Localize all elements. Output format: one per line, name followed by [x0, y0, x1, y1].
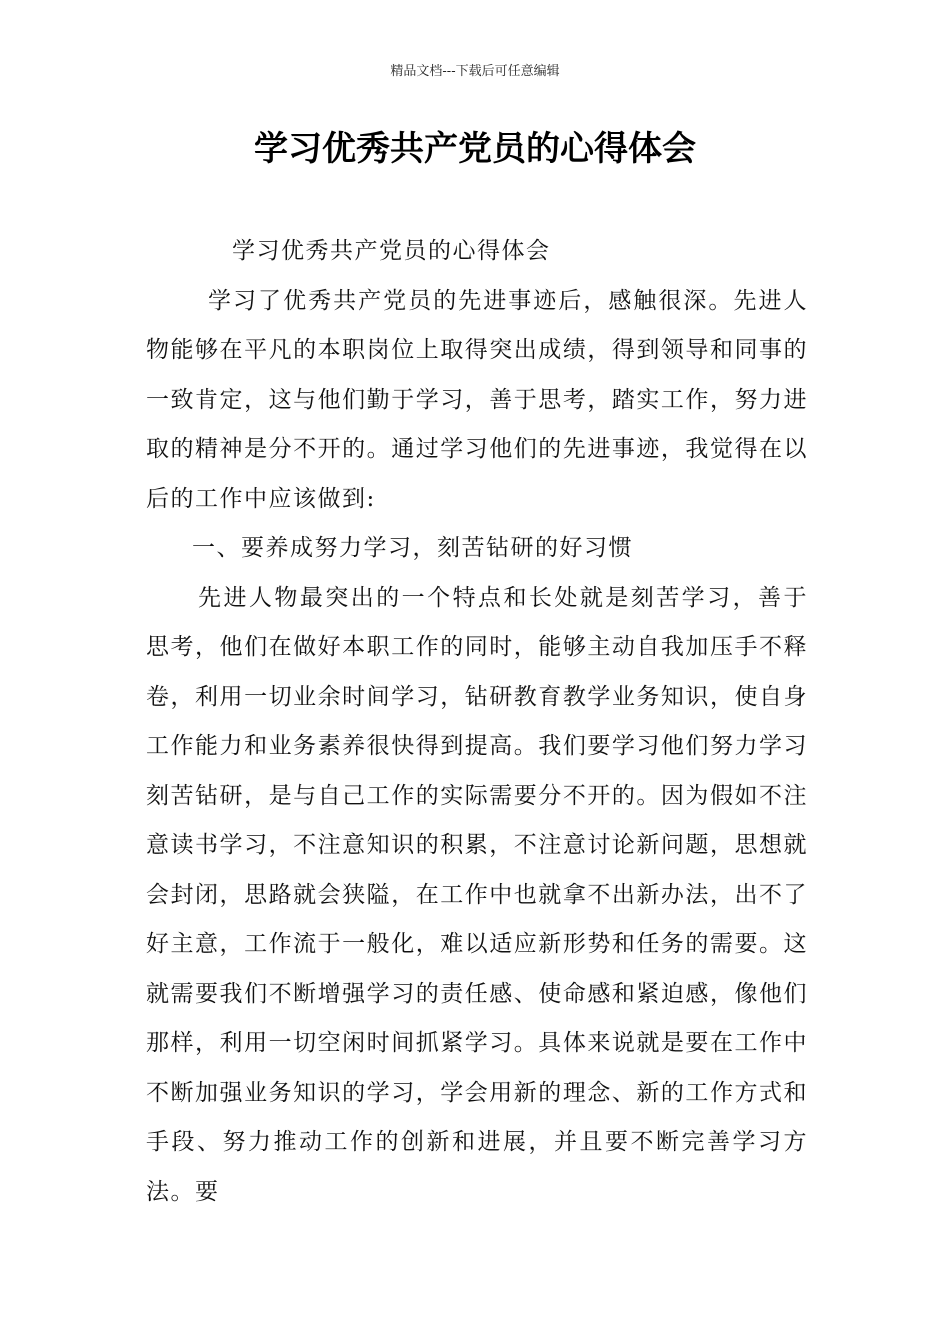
section-heading-1: 一、要养成努力学习，刻苦钻研的好习惯 — [192, 535, 633, 561]
page-header-note: 精品文档---下载后可任意编辑 — [390, 64, 560, 79]
document-body — [146, 227, 808, 1217]
document-subtitle: 学习优秀共产党员的心得体会 — [232, 238, 551, 264]
intro-paragraph: 学习了优秀共产党员的先进事迹后，感触很深。先进人物能够在平凡的本职岗位上取得突出成绩，得到领导和同事的一致肯定，这与他们勤于学习，善于思考，踏实工作，努力进取的精神是分不开的。通过学习他们的先进事迹，我觉得在以后的工作中应该做到: — [146, 287, 808, 512]
body-paragraph: 先进人物最突出的一个特点和长处就是刻苦学习，善于思考，他们在做好本职工作的同时，能够主动自我加压手不释卷，利用一切业余时间学习，钻研教育教学业务知识，使自身工作能力和业务素养很快得到提高。我们要学习他们努力学习刻苦钻研，是与自己工作的实际需要分不开的。因为假如不注意读书学习，不注意知识的积累，不注意讨论新问题，思想就会封闭，思路就会狭隘，在工作中也就拿不出新办法，出不了好主意，工作流于一般化，难以适应新形势和任务的需要。这就需要我们不断增强学习的责任感、使命感和紧迫感，像他们那样，利用一切空闲时间抓紧学习。具体来说就是要在工作中不断加强业务知识的学习，学会用新的理念、新的工作方式和手段、努力推动工作的创新和进展，并且要不断完善学习方法。要 — [146, 584, 808, 1205]
document-title: 学习优秀共产党员的心得体会 — [254, 129, 696, 169]
